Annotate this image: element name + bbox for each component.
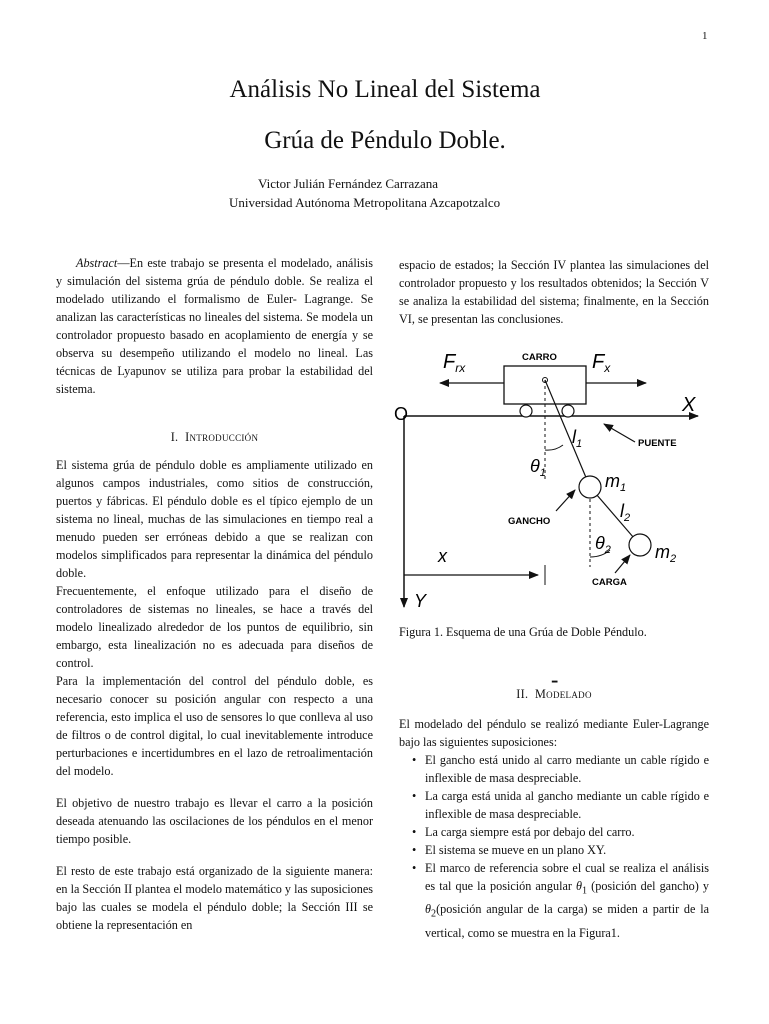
y-axis-label: Y [414, 591, 427, 611]
section-1-number: I. [170, 430, 179, 444]
carga-pointer [615, 555, 630, 573]
section-2-title: Modelado [535, 687, 592, 701]
figure-1-diagram [394, 340, 709, 615]
carga-label: CARGA [592, 577, 627, 588]
cart-wheel-left [520, 405, 532, 417]
abstract-label: Abstract [76, 256, 118, 270]
gancho-pointer [556, 490, 575, 511]
section-1-paragraph-4: El objetivo de nuestro trabajo es llevar el carro a la posición deseada atenuando las oscilaciones de los péndulos en el menor tiempo posible. [56, 796, 373, 846]
assumption-item: • La carga siempre está por debajo del carro. [425, 823, 709, 841]
x-axis-label: X [682, 394, 696, 416]
right-column [394, 256, 710, 942]
theta2-label: $\theta_2$ [595, 533, 611, 556]
mass-m2 [629, 534, 651, 556]
assumption-item: • El marco de referencia sobre el cual se realiza el análisis es tal que la posición angular $\theta_1$ (posición del gancho) y $\theta_2(posición$ angular de la carga) se miden a partir de la vertical, como se muestra en la Figura1. [425, 859, 709, 942]
right-intro-paragraph: espacio de estados; la Sección IV plantea las simulaciones del controlador propuesto y los resultados obtenidos; la Sección V se analiza la estabilidad del sistema; finalmente, en la Sección VI, se presentan las conclusiones. [399, 258, 709, 326]
cart-wheel-right [562, 405, 574, 417]
l1-label: $l_1$ [572, 427, 583, 450]
section-2-number: II. [516, 687, 529, 701]
carro-label: CARRO [522, 352, 557, 363]
gancho-label: GANCHO [508, 516, 551, 527]
title-line-2: Grúa de Péndulo Doble. [264, 127, 506, 154]
m1-label: $m_1$ [605, 471, 627, 494]
section-1-paragraph-1: El sistema grúa de péndulo doble es ampliamente utilizado en algunos campos industriales, como sitios de construcción, puertos y fábricas. El péndulo doble es el típico ejemplo de un sistema no lineal, muchas de las simulaciones en tiempo real a menudo pueden ser erróneas debido a que se realizan con modelos simplificados para representar la dinámica del péndulo doble. [56, 458, 373, 580]
affiliation: Universidad Autónoma Metropolitana Azcapotzalco [229, 195, 501, 210]
section-2-intro: El modelado del péndulo se realizó mediante Euler-Lagrange bajo las siguientes suposiciones: [399, 717, 709, 749]
theta1-arc [545, 445, 563, 450]
l2-label: $l_2$ [620, 501, 631, 524]
author: Victor Julián Fernández Carrazana [258, 176, 439, 191]
section-1-heading [56, 428, 373, 446]
left-column [56, 254, 373, 934]
assumption-item: • El gancho está unido al carro mediante un cable rígido e inflexible de masa despreciable. [425, 751, 709, 787]
x-variable-label: x [438, 546, 447, 566]
mass-m1 [579, 476, 601, 498]
fx-label: $F_x$ [592, 351, 611, 375]
assumption-item: • El sistema se mueve en un plano XY. [425, 841, 709, 859]
title-line-1: Análisis No Lineal del Sistema [229, 76, 541, 103]
figure-1-caption: Figura 1. Esquema de una Grúa de Doble Péndulo. [399, 625, 647, 639]
theta1-label: $\theta_1$ [530, 456, 546, 479]
page-number: 1 [702, 30, 708, 42]
abstract [56, 254, 373, 398]
assumption-item: • La carga está unida al gancho mediante un cable rígido e inflexible de masa despreciable. [425, 787, 709, 823]
section-1-paragraph-3: Para la implementación del control del péndulo doble, es necesario conocer su posición angular con respecto a una referencia, esto implica el uso de sensores lo que conlleva al uso de filtros o de control digital, lo cual inevitablemente introduce perturbaciones e incertidumbres en el lazo de retroalimentación del modelo. [56, 674, 373, 778]
assumptions-list [399, 751, 709, 942]
abstract-text: —En este trabajo se presenta el modelado, análisis y simulación del sistema grúa de péndulo doble. Se realiza el modelado utilizando el formalismo de Euler- Lagrange. Se analizan las características no lineales del sistema. Se modela un controlador propuesto basado en acoplamiento de energía y se observa su desempeño utilizando el modelo no lineal. Las técnicas de Lyapunov se utiliza para probar la estabilidad del sistema. [56, 256, 373, 396]
section-1-paragraph-5: El resto de este trabajo está organizado de la siguiente manera: en la Sección II plantea el modelo matemático y las suposiciones bajo las cuales se modela el péndulo doble; la Sección III se obtiene la representación en [56, 864, 373, 932]
section-1-paragraph-2: Frecuentemente, el enfoque utilizado para el diseño de controladores de sistemas no lineales, se hace a través del modelo linealizado alrededor de los puntos de equilibrio, sin embargo, esta linealización no es adecuada para diseños de control. [56, 584, 373, 670]
puente-label: PUENTE [638, 438, 677, 449]
m2-label: $m_2$ [655, 542, 677, 565]
puente-pointer [604, 424, 635, 442]
origin-label: O [394, 404, 409, 424]
stray-dash: - [551, 667, 559, 692]
frx-label: $F_{rx}$ [443, 351, 466, 375]
section-1-title: Introducción [185, 430, 259, 444]
